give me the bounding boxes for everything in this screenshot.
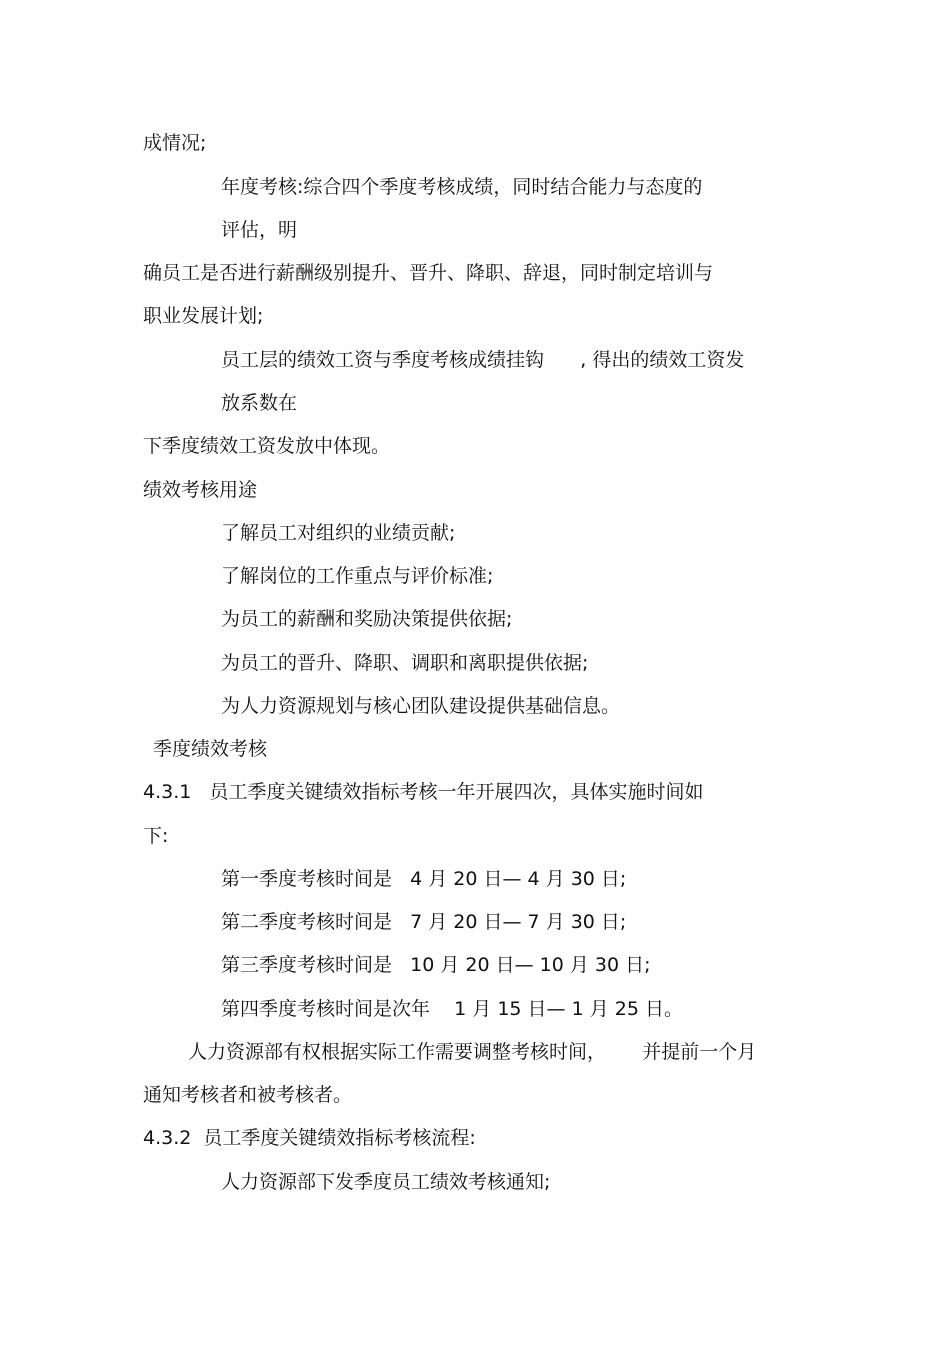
text-line: 职业发展计划; (143, 305, 264, 327)
text-line: 4.3.1 员工季度关键绩效指标考核一年开展四次，具体实施时间如 (143, 781, 704, 803)
text-line: 评估，明 (221, 219, 298, 241)
list-item: 第三季度考核时间是 10 月 20 日— 10 月 30 日; (221, 954, 651, 976)
list-item: 为员工的薪酬和奖励决策提供依据; (221, 608, 513, 630)
list-item: 了解岗位的工作重点与评价标准; (221, 565, 494, 587)
text-line: 年度考核:综合四个季度考核成绩，同时结合能力与态度的 (221, 176, 703, 198)
text-line: 员工层的绩效工资与季度考核成绩挂钩 , 得出的绩效工资发 (221, 349, 745, 371)
section-heading: 绩效考核用途 (143, 479, 258, 501)
list-item: 为人力资源规划与核心团队建设提供基础信息。 (221, 695, 621, 717)
list-item: 第四季度考核时间是次年 1 月 15 日— 1 月 25 日。 (221, 998, 683, 1020)
list-item: 人力资源部下发季度员工绩效考核通知; (221, 1171, 551, 1193)
list-item: 了解员工对组织的业绩贡献; (221, 522, 456, 544)
text-line: 人力资源部有权根据实际工作需要调整考核时间， 并提前一个月 (188, 1041, 757, 1063)
section-heading: 季度绩效考核 (153, 738, 268, 760)
text-line: 下: (143, 825, 169, 847)
text-line: 确员工是否进行薪酬级别提升、晋升、降职、辞退，同时制定培训与 (143, 262, 714, 284)
list-item: 第一季度考核时间是 4 月 20 日— 4 月 30 日; (221, 868, 627, 890)
text-line: 下季度绩效工资发放中体现。 (143, 435, 391, 457)
list-item: 为员工的晋升、降职、调职和离职提供依据; (221, 652, 589, 674)
text-line: 成情况; (143, 132, 207, 154)
text-line: 通知考核者和被考核者。 (143, 1084, 353, 1106)
section-heading: 4.3.2 员工季度关键绩效指标考核流程: (143, 1127, 476, 1149)
text-line: 放系数在 (221, 392, 298, 414)
list-item: 第二季度考核时间是 7 月 20 日— 7 月 30 日; (221, 911, 627, 933)
